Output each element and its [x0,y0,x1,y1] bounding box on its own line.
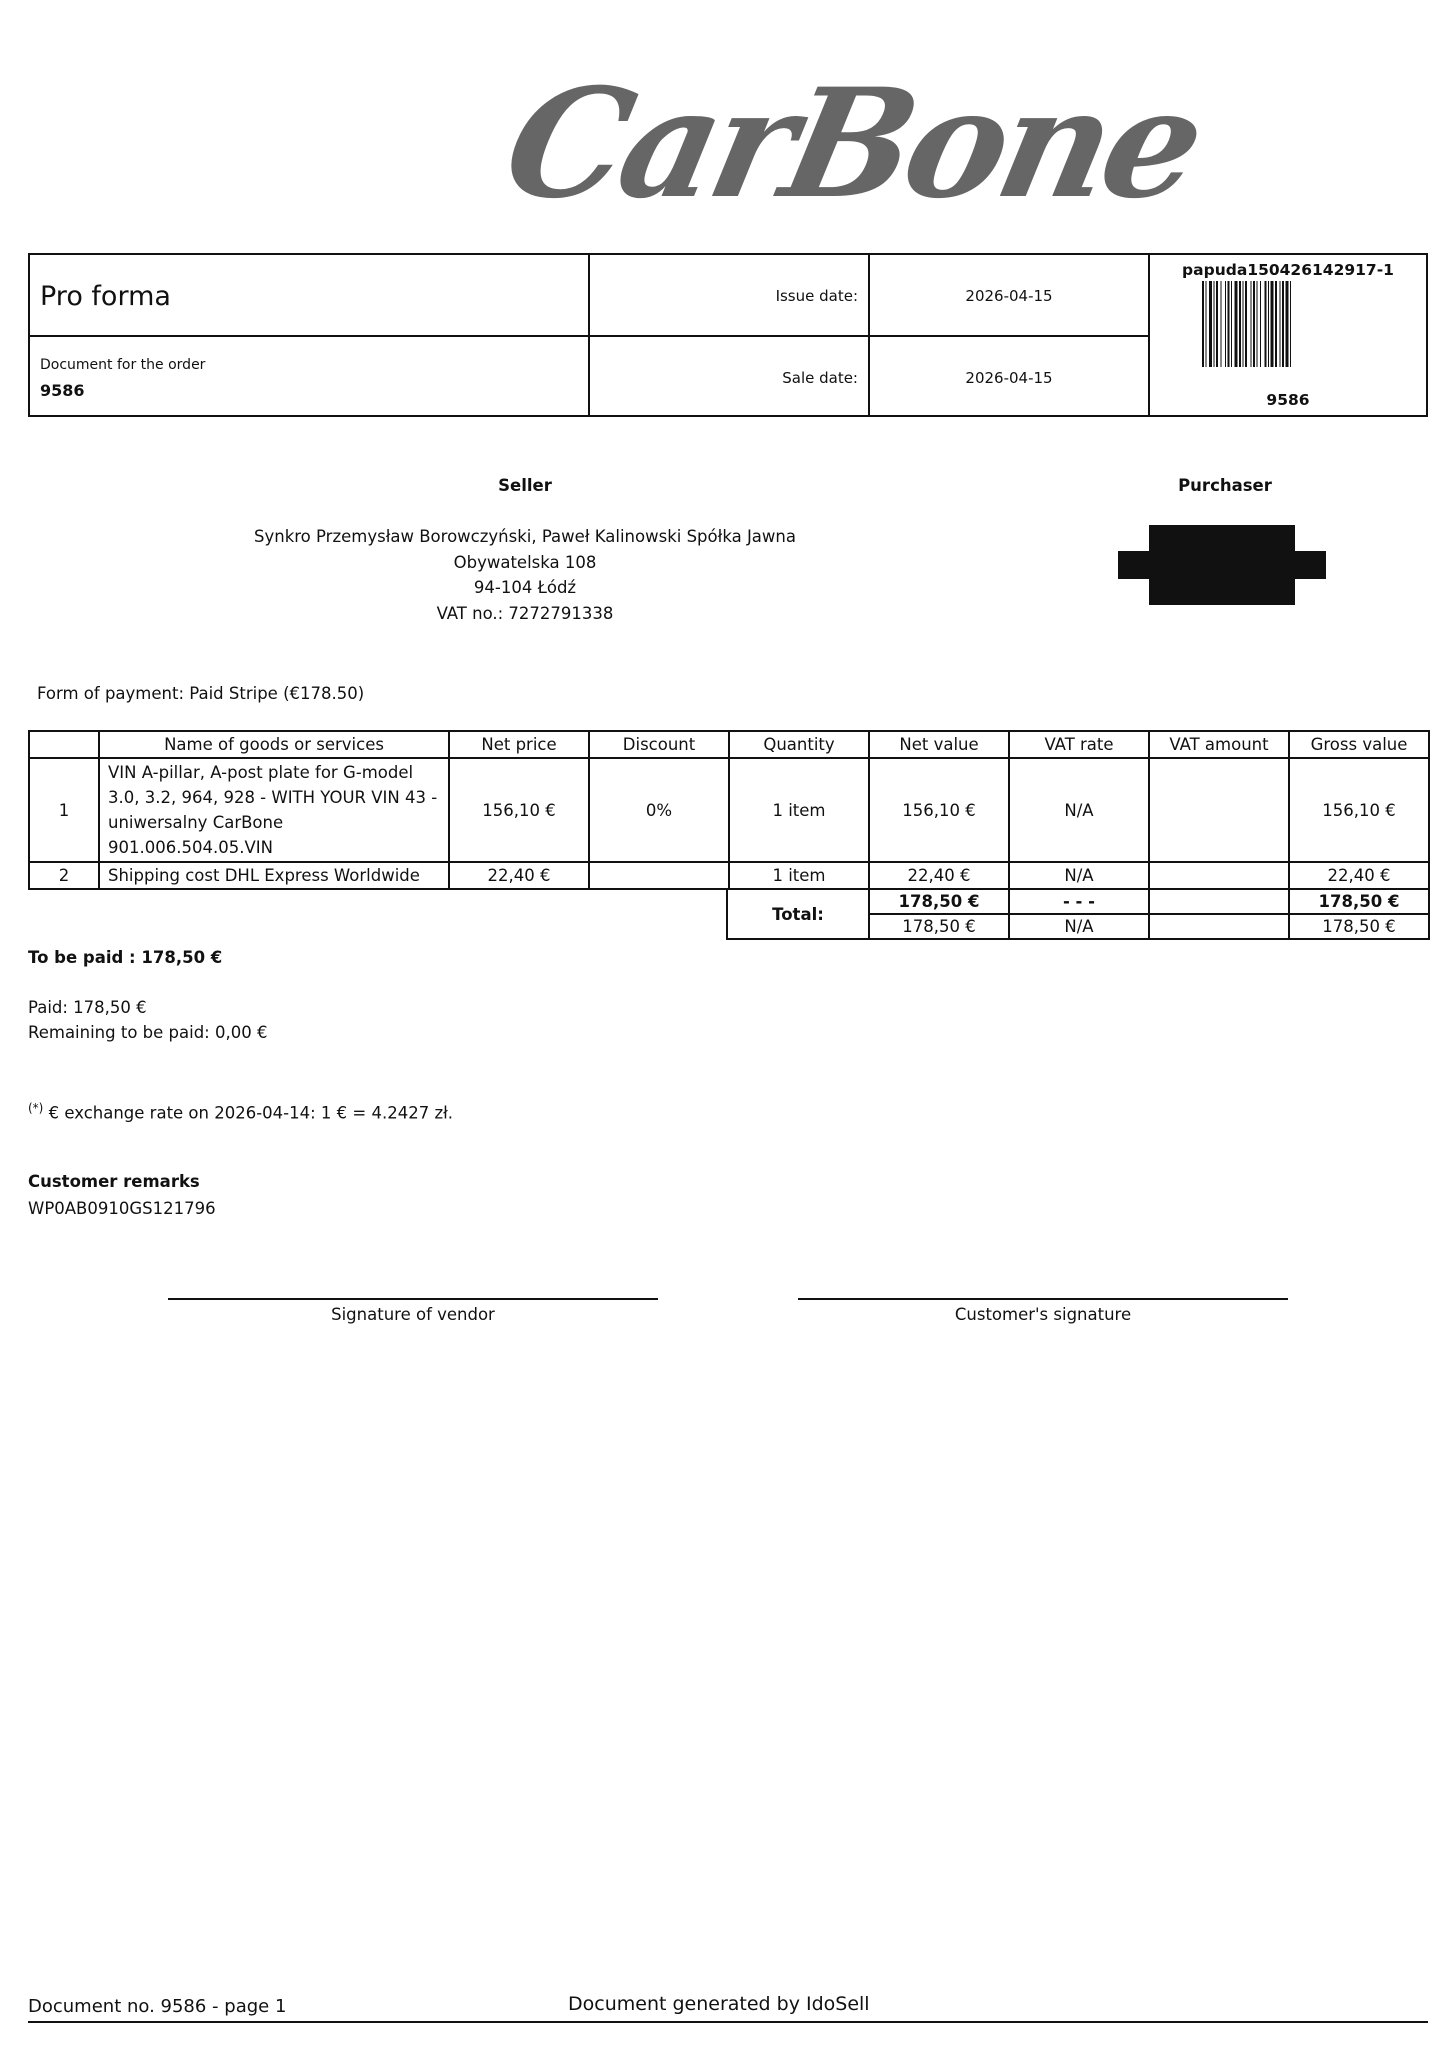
total-net-value: 178,50 € [869,914,1009,939]
header-net-value: Net value [869,731,1009,758]
row-no: 2 [29,862,99,889]
total-vat-amount [1149,889,1289,914]
row-vat-amount [1149,862,1289,889]
seller-heading: Seller [498,476,552,495]
row-name: VIN A-pillar, A-post plate for G-model 3.0, 3.2, 964, 928 - WITH YOUR VIN 43 - uniwersalny CarBone 901.006.504.05.VIN [99,758,449,862]
exchange-mark: (*) [28,1101,44,1115]
header-vat-amount: VAT amount [1149,731,1289,758]
total-gross-value: 178,50 € [1289,889,1429,914]
row-no: 1 [29,758,99,862]
remarks-text: WP0AB0910GS121796 [28,1199,216,1218]
issue-date-label: Issue date: [775,287,858,305]
row-quantity: 1 item [729,862,869,889]
customer-signature-label: Customer's signature [954,1305,1132,1324]
exchange-rate [28,1096,453,1126]
exchange-text: € exchange rate on 2026-04-14: 1 € = 4.2427 zł. [48,1103,454,1123]
header-net-price: Net price [449,731,589,758]
remarks-heading: Customer remarks [28,1172,200,1191]
totals-row [727,889,1429,914]
header-gross-value: Gross value [1289,731,1429,758]
header-discount: Discount [589,731,729,758]
row-vat-amount [1149,758,1289,862]
total-gross-value: 178,50 € [1289,914,1429,939]
total-net-value: 178,50 € [869,889,1009,914]
seller-vat: VAT no.: 7272791338 [436,603,614,623]
barcode-number: 9586 [1266,391,1310,409]
row-net-value: 22,40 € [869,862,1009,889]
header-name: Name of goods or services [99,731,449,758]
row-discount [589,862,729,889]
table-row [29,758,1429,862]
barcode-icon [1200,281,1372,367]
remaining-amount: Remaining to be paid: 0,00 € [28,1023,268,1042]
seller-block [180,524,870,626]
table-header-row [29,731,1429,758]
total-vat-amount [1149,914,1289,939]
order-number: 9586 [40,381,85,400]
order-label: Document for the order [40,357,206,373]
header-quantity: Quantity [729,731,869,758]
total-vat-rate: N/A [1009,914,1149,939]
company-logo: CarBone [491,56,1214,232]
header-no [29,731,99,758]
document-type: Pro forma [40,281,171,312]
sale-date: 2026-04-15 [965,369,1053,387]
row-net-price: 156,10 € [449,758,589,862]
customer-signature-line [798,1298,1288,1300]
seller-street: Obywatelska 108 [453,552,597,572]
footer-doc-no: Document no. 9586 - page 1 [28,1996,287,2017]
row-net-value: 156,10 € [869,758,1009,862]
table-row [29,862,1429,889]
paid-amount: Paid: 178,50 € [28,998,147,1017]
purchaser-heading: Purchaser [1178,476,1272,495]
totals-table [726,888,1430,940]
issue-date: 2026-04-15 [965,287,1053,305]
vendor-signature-label: Signature of vendor [331,1305,495,1324]
row-quantity: 1 item [729,758,869,862]
row-discount: 0% [589,758,729,862]
payment-form: Form of payment: Paid Stripe (€178.50) [37,684,365,703]
row-net-price: 22,40 € [449,862,589,889]
vendor-signature-line [168,1298,658,1300]
seller-city: 94-104 Łódź [473,578,577,597]
footer-line [28,2021,1428,2023]
sale-date-label: Sale date: [782,369,858,387]
row-gross-value: 156,10 € [1289,758,1429,862]
barcode-code: papuda150426142917-1 [1182,261,1394,279]
row-gross-value: 22,40 € [1289,862,1429,889]
row-name: Shipping cost DHL Express Worldwide [99,862,449,889]
items-table [28,730,1430,890]
row-vat-rate: N/A [1009,862,1149,889]
header-vat-rate: VAT rate [1009,731,1149,758]
footer-generated: Document generated by IdoSell [568,1993,870,2015]
total-label: Total: [727,889,869,939]
seller-name: Synkro Przemysław Borowczyński, Paweł Kalinowski Spółka Jawna [254,527,796,546]
row-vat-rate: N/A [1009,758,1149,862]
to-be-paid: To be paid : 178,50 € [28,948,223,967]
total-vat-rate: - - - [1009,889,1149,914]
